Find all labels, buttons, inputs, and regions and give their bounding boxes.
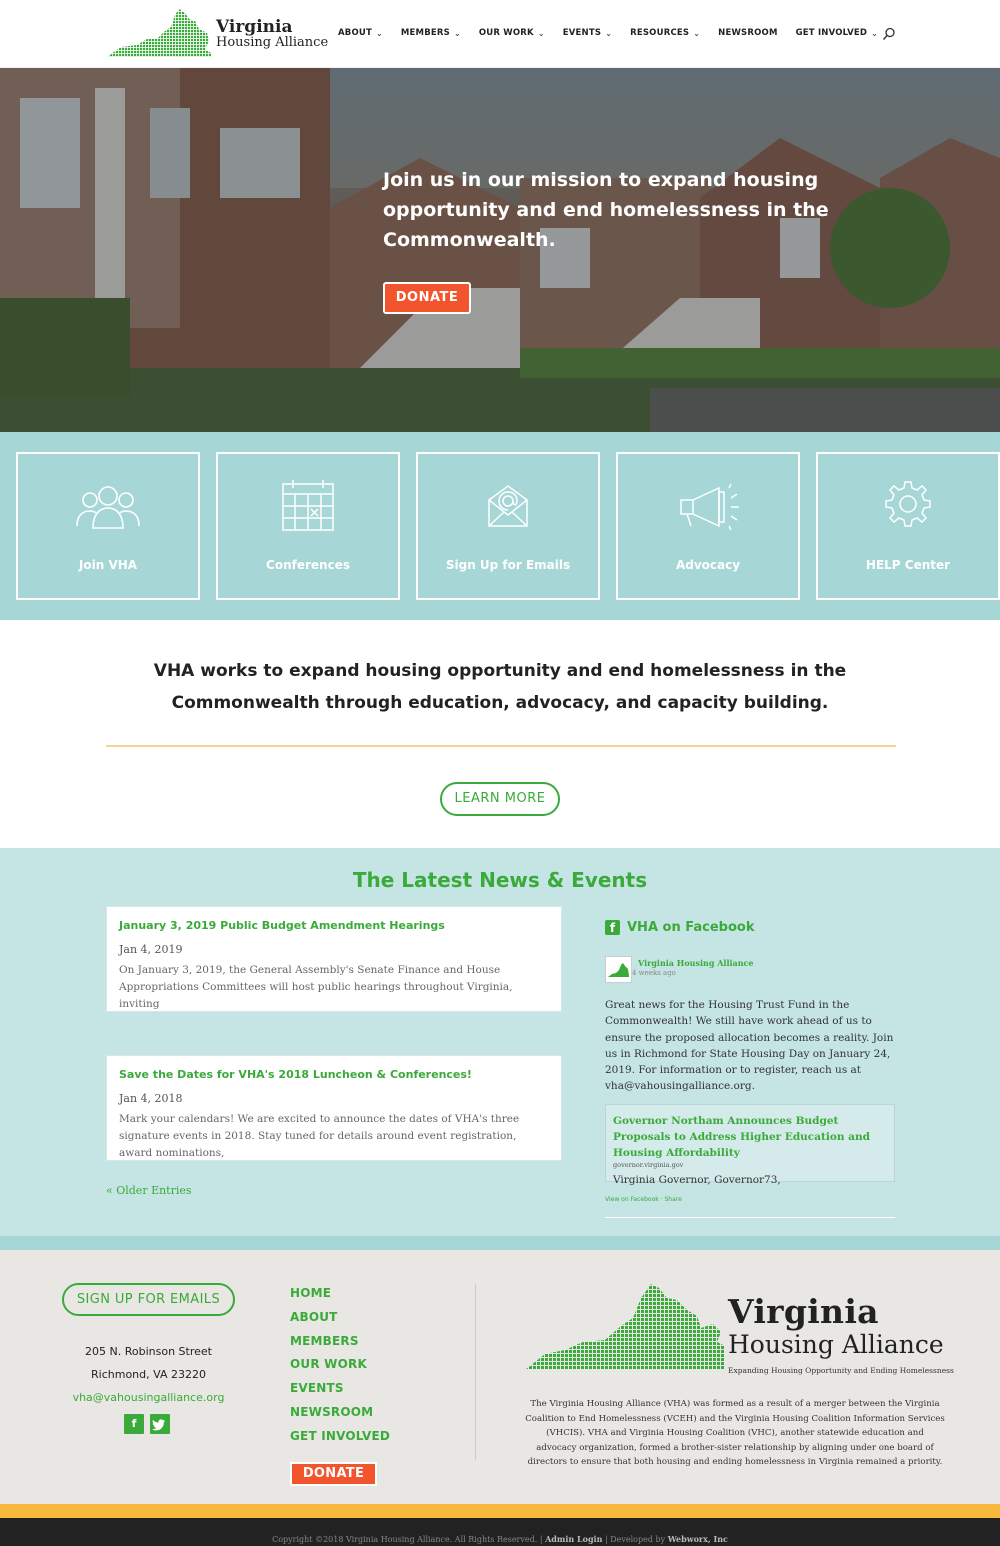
sign-up-emails-button[interactable]: SIGN UP FOR EMAILS bbox=[62, 1283, 235, 1316]
nav-members[interactable] bbox=[401, 28, 461, 38]
divider bbox=[106, 745, 896, 747]
footer-divider bbox=[475, 1284, 476, 1460]
nav-our-work-label: OUR WORK bbox=[478, 28, 534, 38]
facebook-footer-links bbox=[605, 1196, 682, 1203]
tile-label: HELP Center bbox=[865, 558, 951, 572]
footer-nav bbox=[290, 1286, 390, 1453]
chevron-down-icon: ⌄ bbox=[871, 28, 879, 38]
nav-get-involved-label: GET INVOLVED bbox=[795, 28, 868, 38]
hero-headline: Join us in our mission to expand housing opportunity and end homelessness in the Commonwealth. bbox=[383, 169, 829, 251]
post-title-link[interactable]: Save the Dates for VHA's 2018 Luncheon & Conferences! bbox=[119, 1068, 472, 1081]
news-title: The Latest News & Events bbox=[352, 868, 648, 892]
logo-subtitle: Housing Alliance bbox=[216, 35, 329, 50]
separator: · bbox=[660, 1196, 665, 1203]
megaphone-icon bbox=[673, 480, 743, 532]
tile-sign-up-emails[interactable] bbox=[416, 452, 600, 600]
site-footer bbox=[0, 1250, 1000, 1504]
share-link[interactable]: Share bbox=[664, 1196, 682, 1203]
chevron-down-icon: ⌄ bbox=[605, 28, 613, 38]
tile-advocacy[interactable] bbox=[616, 452, 800, 600]
post-excerpt: On January 3, 2019, the General Assembly's Senate Finance and House Appropriations Committees will host public hearings throughout Virginia, inviting bbox=[119, 964, 513, 1010]
mission-section bbox=[0, 620, 1000, 848]
calendar-icon bbox=[273, 480, 343, 532]
admin-login-link[interactable]: Admin Login bbox=[545, 1534, 603, 1544]
footer-logo-subtitle: Housing Alliance bbox=[728, 1330, 944, 1359]
news-section bbox=[0, 848, 1000, 1236]
developer-link[interactable]: Webworx, Inc bbox=[667, 1534, 728, 1544]
tile-label: Sign Up for Emails bbox=[445, 558, 571, 572]
footer-donate-button[interactable]: DONATE bbox=[290, 1462, 377, 1486]
nav-resources-label: RESOURCES bbox=[630, 28, 690, 38]
nav-get-involved[interactable] bbox=[796, 28, 878, 38]
chevron-down-icon: ⌄ bbox=[453, 28, 461, 38]
tile-conferences[interactable] bbox=[216, 452, 400, 600]
search-icon[interactable] bbox=[882, 27, 896, 41]
facebook-icon: f bbox=[605, 920, 620, 935]
link-card-excerpt: Virginia Governor, Governor73, bbox=[613, 1174, 781, 1186]
tile-label: Join VHA bbox=[78, 558, 138, 572]
tile-label: Advocacy bbox=[675, 558, 741, 572]
facebook-post-time: 4 weeks ago bbox=[632, 969, 676, 977]
facebook-post-body: Great news for the Housing Trust Fund in the Commonwealth! We still have work ahead of us to ensure the proposed allocation becomes a reality. Join us in Richmond for State Housing Day on January 24, 2019. For information or to register, reach us at vha@vahousingalliance.org. bbox=[605, 999, 894, 1093]
footer-nav-members[interactable]: MEMBERS bbox=[290, 1333, 359, 1348]
nav-newsroom-label: NEWSROOM bbox=[718, 28, 778, 38]
facebook-heading-text: VHA on Facebook bbox=[627, 920, 755, 935]
nav-about-label: ABOUT bbox=[338, 28, 372, 38]
nav-newsroom[interactable] bbox=[718, 28, 777, 38]
site-logo[interactable] bbox=[107, 9, 329, 61]
footer-nav-events[interactable]: EVENTS bbox=[290, 1381, 344, 1396]
tile-join-vha[interactable] bbox=[16, 452, 200, 600]
site-header bbox=[0, 0, 1000, 68]
footer-logo-tagline: Expanding Housing Opportunity and Ending Homelessness bbox=[728, 1366, 954, 1375]
footer-about-text: The Virginia Housing Alliance (VHA) was formed as a result of a merger between the Virginia Coalition to End Homelessness (VCEH) and the Virginia Housing Coalition Information Services (VHCIS). VHA and Virginia Housing Coalition (VHC), another statewide education and advocacy organization, formed a brother-sister relationship by aligning under one board of directors to ensure that both housing and ending homelessness in Virginia remained a priority. bbox=[525, 1399, 945, 1467]
learn-more-button[interactable]: LEARN MORE bbox=[440, 782, 560, 816]
people-icon bbox=[73, 480, 143, 532]
tile-help-center[interactable] bbox=[816, 452, 1000, 600]
copyright-bar bbox=[0, 1518, 1000, 1546]
gear-icon bbox=[873, 480, 943, 532]
footer-nav-newsroom[interactable]: NEWSROOM bbox=[290, 1404, 374, 1419]
news-bottom-band bbox=[0, 1236, 1000, 1250]
tile-label: Conferences bbox=[266, 558, 350, 572]
footer-logo-title: Virginia bbox=[728, 1292, 879, 1331]
nav-events-label: EVENTS bbox=[562, 28, 602, 38]
nav-members-label: MEMBERS bbox=[400, 28, 450, 38]
chevron-down-icon: ⌄ bbox=[375, 28, 383, 38]
facebook-widget bbox=[605, 920, 895, 1203]
accent-stripe bbox=[0, 1504, 1000, 1518]
footer-logo[interactable] bbox=[525, 1282, 954, 1375]
nav-events[interactable] bbox=[563, 28, 612, 38]
nav-resources[interactable] bbox=[630, 28, 700, 38]
address-street: 205 N. Robinson Street bbox=[85, 1345, 212, 1358]
email-icon bbox=[473, 480, 543, 532]
virginia-map-icon bbox=[525, 1282, 725, 1374]
footer-nav-about[interactable]: ABOUT bbox=[290, 1309, 338, 1324]
news-post bbox=[106, 1055, 562, 1161]
virginia-map-icon bbox=[606, 957, 631, 982]
contact-address bbox=[62, 1340, 235, 1409]
nav-our-work[interactable] bbox=[479, 28, 545, 38]
facebook-author-name[interactable]: Virginia Housing Alliance bbox=[638, 958, 754, 968]
footer-nav-get-involved[interactable]: GET INVOLVED bbox=[290, 1428, 391, 1443]
news-post bbox=[106, 906, 562, 1012]
main-nav bbox=[338, 28, 896, 38]
quick-links bbox=[0, 432, 1000, 620]
facebook-link-card[interactable] bbox=[605, 1104, 895, 1186]
hero-donate-button[interactable]: DONATE bbox=[383, 282, 471, 314]
footer-nav-home[interactable]: HOME bbox=[290, 1286, 332, 1300]
post-excerpt: Mark your calendars! We are excited to announce the dates of VHA's three signature events in 2018. Stay tuned for details around event registration, award nominations, bbox=[119, 1113, 520, 1159]
nav-about[interactable] bbox=[338, 28, 383, 38]
developed-by-text: | Developed by bbox=[604, 1535, 666, 1544]
post-date: Jan 4, 2019 bbox=[119, 943, 183, 956]
address-city: Richmond, VA 23220 bbox=[91, 1368, 206, 1381]
older-entries-link[interactable]: « Older Entries bbox=[106, 1184, 192, 1197]
virginia-map-icon bbox=[107, 9, 212, 59]
facebook-heading bbox=[605, 920, 895, 935]
twitter-icon[interactable] bbox=[150, 1414, 170, 1434]
facebook-author bbox=[605, 956, 754, 983]
chevron-down-icon: ⌄ bbox=[537, 28, 545, 38]
view-on-facebook-link[interactable]: View on Facebook bbox=[605, 1196, 659, 1203]
footer-nav-our-work[interactable]: OUR WORK bbox=[290, 1357, 367, 1372]
contact-email-link[interactable]: vha@vahousingalliance.org bbox=[72, 1391, 225, 1404]
link-card-title: Governor Northam Announces Budget Proposals to Address Higher Education and Housing Affordability bbox=[613, 1115, 870, 1159]
post-date: Jan 4, 2018 bbox=[119, 1092, 183, 1105]
link-card-domain: governor.virginia.gov bbox=[613, 1161, 684, 1169]
copyright-text: Copyright ©2018 Virginia Housing Alliance. All Rights Reserved. | bbox=[272, 1535, 543, 1544]
logo-title: Virginia bbox=[216, 17, 293, 37]
post-title-link[interactable]: January 3, 2019 Public Budget Amendment Hearings bbox=[119, 919, 445, 932]
mission-statement: VHA works to expand housing opportunity and end homelessness in the Commonwealth through education, advocacy, and capacity building. bbox=[153, 661, 847, 713]
divider bbox=[605, 1217, 895, 1218]
chevron-down-icon: ⌄ bbox=[693, 28, 701, 38]
facebook-icon[interactable]: f bbox=[124, 1414, 144, 1434]
hero-banner bbox=[0, 68, 1000, 432]
avatar[interactable] bbox=[605, 956, 632, 983]
social-links bbox=[124, 1414, 176, 1434]
twitter-bird bbox=[150, 1414, 170, 1434]
